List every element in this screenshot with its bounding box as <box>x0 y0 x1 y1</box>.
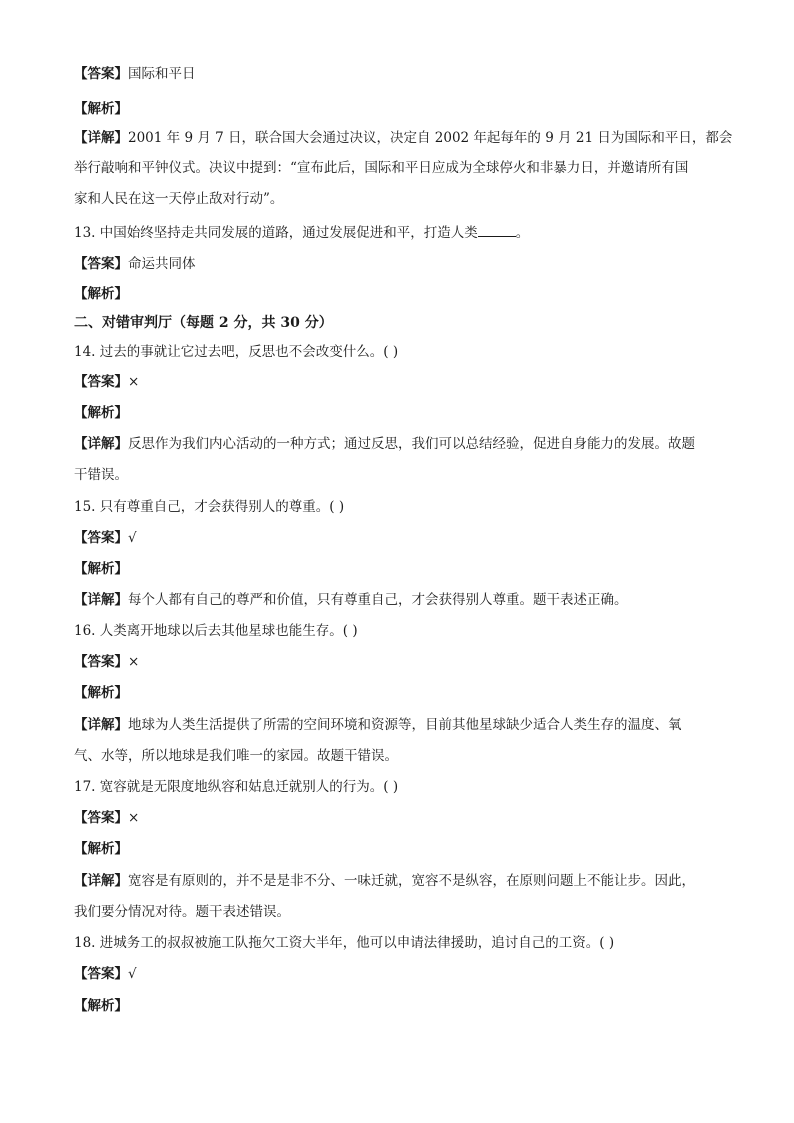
analysis-tag: 【解析】 <box>74 998 128 1014</box>
analysis-tag: 【解析】 <box>74 101 128 117</box>
question-text: 15. 只有尊重自己，才会获得别人的尊重。( ) <box>74 499 345 515</box>
answer-tag: 【答案】 <box>74 810 128 826</box>
analysis-line <box>74 683 724 703</box>
detail-line <box>74 902 724 922</box>
detail-line <box>74 715 724 735</box>
analysis-tag: 【解析】 <box>74 841 128 857</box>
detail-text: 气、水等，所以地球是我们唯一的家园。故题干错误。 <box>74 748 398 764</box>
detail-tag: 【详解】 <box>74 592 128 608</box>
answer-text: × <box>128 374 140 390</box>
question-text: 17. 宽容就是无限度地纵容和姑息迁就别人的行为。( ) <box>74 779 399 795</box>
answer-tag: 【答案】 <box>74 374 128 390</box>
answer-line <box>74 64 724 84</box>
analysis-tag: 【解析】 <box>74 685 128 701</box>
analysis-line <box>74 559 724 579</box>
answer-tag: 【答案】 <box>74 654 128 670</box>
question-suffix: 。 <box>515 225 530 241</box>
answer-line <box>74 808 724 828</box>
answer-line <box>74 372 724 392</box>
detail-line <box>74 590 724 610</box>
detail-line <box>74 746 724 766</box>
answer-line <box>74 652 724 672</box>
answer-text: √ <box>128 530 137 546</box>
detail-line <box>74 189 724 209</box>
detail-text: 每个人都有自己的尊严和价值，只有尊重自己，才会获得别人尊重。题干表述正确。 <box>128 592 628 608</box>
question-13 <box>74 223 724 243</box>
answer-line <box>74 254 724 274</box>
answer-text: 命运共同体 <box>128 256 196 272</box>
answer-text: × <box>128 654 140 670</box>
detail-line <box>74 434 724 454</box>
analysis-line <box>74 839 724 859</box>
question-16 <box>74 621 724 641</box>
question-15 <box>74 497 724 517</box>
question-18 <box>74 933 724 953</box>
detail-text: 干错误。 <box>74 467 128 483</box>
detail-line <box>74 871 724 891</box>
question-text: 14. 过去的事就让它过去吧，反思也不会改变什么。( ) <box>74 344 399 360</box>
detail-text: 反思作为我们内心活动的一种方式；通过反思，我们可以总结经验，促进自身能力的发展。故题 <box>128 436 695 452</box>
detail-line <box>74 465 724 485</box>
detail-tag: 【详解】 <box>74 873 128 889</box>
question-14 <box>74 342 724 362</box>
detail-text: 我们要分情况对待。题干表述错误。 <box>74 904 290 920</box>
detail-tag: 【详解】 <box>74 436 128 452</box>
analysis-line <box>74 996 724 1016</box>
analysis-line <box>74 284 724 304</box>
analysis-line <box>74 403 724 423</box>
analysis-tag: 【解析】 <box>74 286 128 302</box>
question-text: 13. 中国始终坚持走共同发展的道路，通过发展促进和平，打造人类 <box>74 225 478 241</box>
detail-tag: 【详解】 <box>74 717 128 733</box>
answer-line <box>74 528 724 548</box>
answer-tag: 【答案】 <box>74 256 128 272</box>
question-17 <box>74 777 724 797</box>
analysis-tag: 【解析】 <box>74 561 128 577</box>
detail-text: 2001 年 9 月 7 日，联合国大会通过决议，决定自 2002 年起每年的 9 月 21 日为国际和平日，都会 <box>128 130 733 146</box>
analysis-line <box>74 99 724 119</box>
detail-line <box>74 158 724 178</box>
answer-tag: 【答案】 <box>74 966 128 982</box>
detail-text: 家和人民在这一天停止敌对行动”。 <box>74 191 284 207</box>
section-heading: 二、对错审判厅（每题 2 分，共 30 分） <box>74 315 333 331</box>
answer-text: × <box>128 810 140 826</box>
analysis-tag: 【解析】 <box>74 405 128 421</box>
answer-tag: 【答案】 <box>74 66 128 82</box>
answer-line <box>74 964 724 984</box>
question-text: 18. 进城务工的叔叔被施工队拖欠工资大半年，他可以申请法律援助，追讨自己的工资。( ) <box>74 935 615 951</box>
detail-line <box>74 128 733 148</box>
detail-text: 举行敲响和平钟仪式。决议中提到：“宣布此后，国际和平日应成为全球停火和非暴力日，并邀请所有国 <box>74 160 689 176</box>
answer-text: √ <box>128 966 137 982</box>
answer-text: 国际和平日 <box>128 66 196 82</box>
question-text: 16. 人类离开地球以后去其他星球也能生存。( ) <box>74 623 358 639</box>
answer-blank <box>478 224 516 237</box>
detail-text: 宽容是有原则的，并不是是非不分、一味迁就，宽容不是纵容，在原则问题上不能让步。因此， <box>128 873 695 889</box>
detail-tag: 【详解】 <box>74 130 128 146</box>
answer-tag: 【答案】 <box>74 530 128 546</box>
detail-text: 地球为人类生活提供了所需的空间环境和资源等，目前其他星球缺少适合人类生存的温度、氧 <box>128 717 682 733</box>
